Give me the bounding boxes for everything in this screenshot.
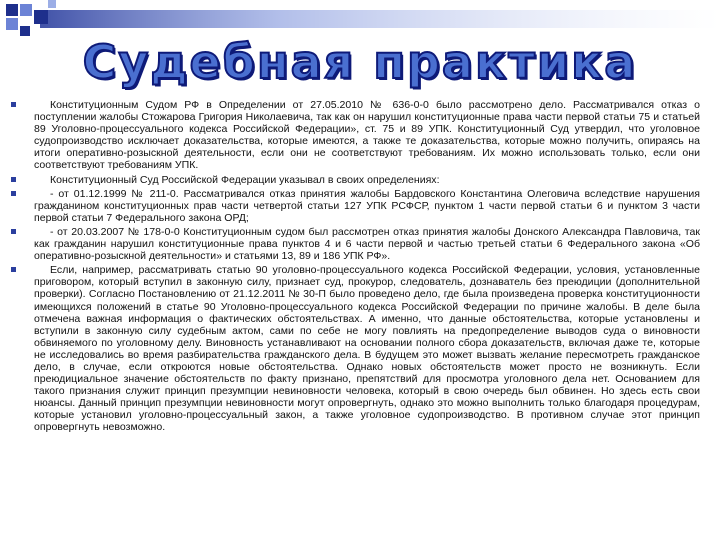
bullet-icon <box>11 191 16 196</box>
paragraph-text: - от 20.03.2007 № 178-0-0 Конституционным судом был рассмотрен отказ принятия жалобы Донского Александра Павловича, так как гражданин нарушил конституционные права пунктов 4 и 6 части первой и частью третьей статьи 6 Федерального закона «Об оперативно-розыскной деятельности» и статьями 13, 89 и 186 УПК РФ». <box>34 225 700 263</box>
deco-square <box>20 4 32 16</box>
bullet-icon <box>11 267 16 272</box>
list-item <box>10 264 700 433</box>
list-item <box>10 174 700 186</box>
paragraph-text: - от 01.12.1999 № 211-0. Рассматривался отказ принятия жалобы Бардовского Константина Олеговича вследствие нарушения гражданином конституционных прав части четвертой статьи 127 УПК РСФСР, пунктом 1 части первой статьи 6 и пунктом 3 части первой статьи 7 Федерального закона ОРД; <box>34 187 700 224</box>
bullet-icon <box>11 102 16 107</box>
deco-square <box>34 10 48 24</box>
list-item <box>10 188 700 224</box>
paragraph-text: Если, например, рассматривать статью 90 уголовно-процессуального кодекса Российской Федерации, условия, установленные приговором, который вступил в законную силу, признает суд, прокурор, следователь, дознаватель без преюдиции (дополнительной проверки). Согласно Постановлению от 21.12.2011 № 30-П было проведено дело, где была произведена проверка конституционности имеющихся положений в статье 90 Уголовно-процессуального кодекса Российской Федерации по причине жалобы. В деле была отмечена важная информация о фактических обстоятельствах. А именно, что данные обстоятельства, которые установлены и вступили в законную силу судебным актом, сами по себе не могу повлиять на предопределение выводов суда о виновности обвиняемого по уголовному делу. Виновность устанавливают на основании полного сбора доказательств, включая даже те, которые не исследовались во время разбирательства гражданского дела. В будущем это может вызвать желание пересмотреть гражданское дело, в случае, если откроются новые обстоятельства. Однако новых обстоятельств может просто не возникнуть. Если преюдициальное значение обстоятельств по факту признано, препятствий для просмотра уголовного дела нет. Основанием для такого признания служит принцип презумпции невиновности человека, который в свою очередь был обвинен. Но здесь есть свои нюансы. Данный принцип презумпции невиновности могут опровергнуть, однако это можно выполнить только благодаря процедурам, которые установил уголовно-процессуальный закон, а также уголовное судопроизводство. В противном случае этот принцип опровергнуть невозможно. <box>34 264 700 434</box>
bullet-icon <box>11 177 16 182</box>
bullet-list <box>10 99 700 436</box>
paragraph-text: Конституционным Судом РФ в Определении от 27.05.2010 № 636-0-0 было рассмотрено дело. Рассматривался отказ о поступлении жалобы Стожарова Григория Николаевича, так как он нарушил конституционные права части первой статьи 75 и статьей 89 Уголовно-процессуального кодекса Российской Федерации», ст. 75 и 89 УПК. Конституционный Суд утвердил, что уголовное судопроизводство исключает доказательства, которые имеются, а также те доказательства, которые можно получить, опираясь на итоги оперативно-розыскной деятельности, если они не соответствуют требованиям. Их можно использовать только, если они соответствуют требованиям УПК. <box>34 99 700 172</box>
page-title: Судебная практика <box>82 35 638 89</box>
deco-square <box>6 4 18 16</box>
bullet-icon <box>11 229 16 234</box>
list-item <box>10 226 700 262</box>
paragraph-text: Конституционный Суд Российской Федерации указывал в своих определениях: <box>50 173 440 186</box>
deco-square <box>6 18 18 30</box>
header-gradient-band <box>40 10 720 28</box>
list-item <box>10 99 700 172</box>
deco-square <box>48 0 56 8</box>
